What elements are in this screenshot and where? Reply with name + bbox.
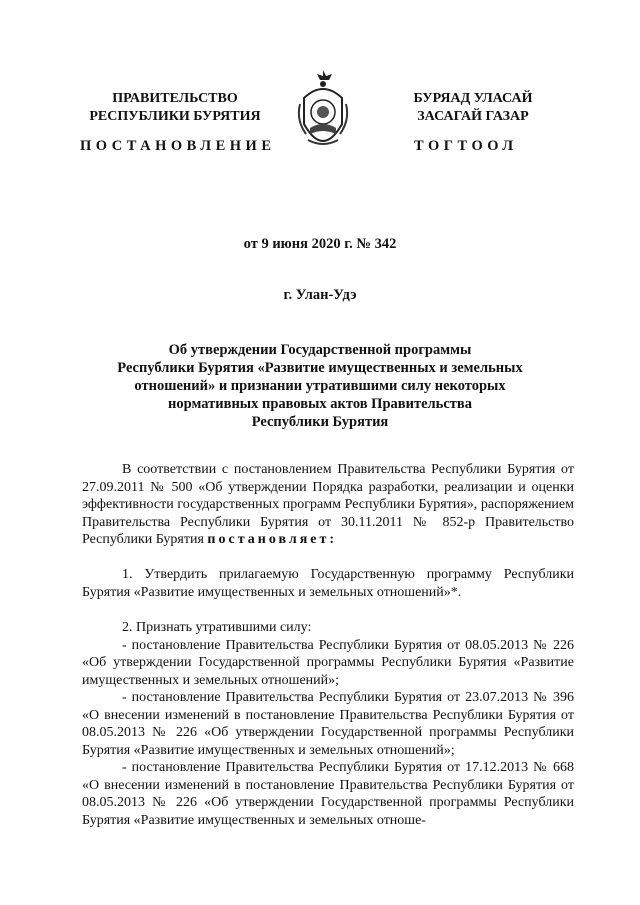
issuer-header-russian	[75, 90, 275, 126]
issuer-line: БУРЯАД УЛАСАЙ	[413, 91, 533, 106]
document-title	[110, 341, 530, 431]
title-line: Республики Бурятия	[251, 414, 389, 430]
item-2-section	[82, 619, 574, 829]
repealed-entry: - постановление Правительства Республики Бурятия от 17.12.2013 № 668 «О внесении изменений в постановление Правительства Республики Бурятия от 08.05.2013 № 226 «Об утверждении Государственной программы Республики Бурятия «Развитие имущественных и земельных отноше-	[82, 760, 574, 828]
repealed-entry: - постановление Правительства Республики Бурятия от 08.05.2013 № 226 «Об утверждении Государственной программы Республики Бурятия «Развитие имущественных и земельных отношений»;	[82, 637, 574, 688]
title-line: Республики Бурятия «Развитие имущественных и земельных	[117, 360, 523, 376]
item-2-heading: 2. Признать утратившими силу:	[122, 620, 312, 635]
city: г. Улан-Удэ	[283, 287, 357, 303]
preamble-body: В соответствии с постановлением Правительства Республики Бурятия от 27.09.2011 № 500 «Об утверждении Порядка разработки, реализации и оценки эффективности государственных программ Республики Бурятия», распоряжением Правительства Республики Бурятия от 30.11.2011 № 852-р Правительство Республики Бурятия	[82, 462, 574, 547]
issuer-line: ПРАВИТЕЛЬСТВО	[112, 91, 238, 106]
repealed-entry: - постановление Правительства Республики Бурятия от 23.07.2013 № 396 «О внесении изменений в постановление Правительства Республики Бурятия от 08.05.2013 № 226 «Об утверждении Государственной программы Республики Бурятия «Развитие имущественных и земельных отношений»;	[82, 690, 574, 758]
title-line: отношений» и признании утратившими силу некоторых	[134, 378, 506, 394]
issuer-line: РЕСПУБЛИКИ БУРЯТИЯ	[89, 109, 261, 124]
document-type-buryat: ТОГТООЛ	[414, 138, 518, 154]
preamble-text	[82, 461, 574, 549]
issuer-line: ЗАСАГАЙ ГАЗАР	[417, 109, 529, 124]
coat-of-arms-emblem	[296, 68, 350, 160]
resolves-word: постановляет:	[207, 532, 338, 547]
item-1-paragraph	[82, 566, 574, 601]
title-line: Об утверждении Государственной программы	[168, 342, 472, 358]
preamble-paragraph	[82, 461, 574, 549]
date-and-number: от 9 июня 2020 г. № 342	[243, 236, 397, 252]
title-line: нормативных правовых актов Правительства	[168, 396, 472, 412]
document-type-russian: ПОСТАНОВЛЕНИЕ	[80, 138, 276, 154]
item-1-text: 1. Утвердить прилагаемую Государственную программу Республики Бурятия «Развитие имущественных и земельных отношений»*.	[82, 567, 574, 600]
issuer-header-buryat	[378, 90, 568, 126]
